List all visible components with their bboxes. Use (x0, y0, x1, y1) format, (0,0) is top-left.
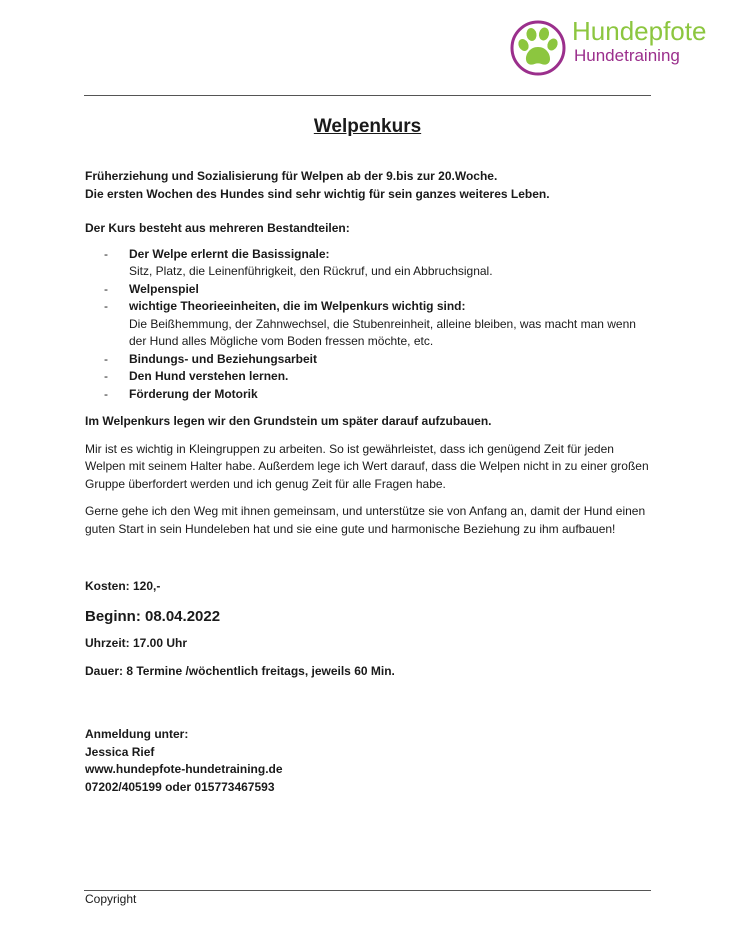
list-item-detail: Die Beißhemmung, der Zahnwechsel, die Stubenreinheit, alleine bleiben, was macht man wenn der Hund alles Mögliche vom Boden fressen möchte, etc. (129, 316, 636, 348)
page-title: Welpenkurs (313, 116, 422, 137)
bullet-dash: - (104, 246, 108, 261)
duration-line: Dauer: 8 Termine /wöchentlich freitags, jeweils 60 Min. (85, 663, 395, 678)
bullet-dash: - (104, 281, 108, 296)
list-item (85, 298, 655, 351)
time-line: Uhrzeit: 17.00 Uhr (85, 636, 188, 650)
bullet-dash: - (104, 299, 108, 313)
footer-copyright: Copyright (85, 892, 137, 906)
bullet-dash: - (104, 386, 108, 401)
intro-line-1: Früherziehung und Sozialisierung für Welpen ab der 9.bis zur 20.Woche. (85, 169, 498, 183)
list-item-title: Den Hund verstehen lernen. (129, 369, 289, 383)
list-item-title: wichtige Theorieeinheiten, die im Welpenkurs wichtig sind: (129, 299, 466, 313)
registration-heading: Anmeldung unter: (85, 727, 189, 741)
document-body (85, 168, 655, 796)
start-date: Beginn: 08.04.2022 (85, 607, 221, 625)
contact-phone: 07202/405199 oder 015773467593 (85, 779, 275, 794)
contact-website: www.hundepfote-hundetraining.de (85, 762, 283, 776)
logo-name: Hundepfote (572, 16, 707, 46)
paw-icon (510, 20, 566, 76)
list-item (85, 351, 655, 369)
logo-subtitle: Hundetraining (574, 46, 680, 65)
list-item-title: Förderung der Motorik (129, 386, 258, 401)
list-item (85, 368, 655, 386)
company-logo (510, 16, 725, 78)
list-item-title: Welpenspiel (129, 281, 199, 296)
foundation-statement: Im Welpenkurs legen wir den Grundstein um später darauf aufzubauen. (85, 414, 492, 428)
paragraph-support: Gerne gehe ich den Weg mit ihnen gemeinsam, und unterstütze sie von Anfang an, damit der Hund einen guten Start in sein Hundeleben hat und sie eine gute und harmonische Beziehung zu ihm aufbauen! (85, 504, 646, 536)
list-item (85, 281, 655, 299)
footer-divider (84, 890, 651, 891)
list-item (85, 386, 655, 404)
list-item-title: Der Welpe erlernt die Basissignale: (129, 246, 330, 261)
list-item-detail: Sitz, Platz, die Leinenführigkeit, den Rückruf, und ein Abbruchsignal. (129, 264, 493, 278)
intro-line-2: Die ersten Wochen des Hundes sind sehr wichtig für sein ganzes weiteres Leben. (85, 186, 550, 201)
contact-name: Jessica Rief (85, 744, 155, 759)
component-list (85, 246, 655, 404)
list-item-title: Bindungs- und Beziehungsarbeit (129, 351, 317, 366)
header-divider (84, 95, 651, 96)
paragraph-small-groups: Mir ist es wichtig in Kleingruppen zu arbeiten. So ist gewährleistet, dass ich genügend Zeit für jeden Welpen mit seinem Halter habe. Außerdem lege ich Wert darauf, dass die Welpen nicht in zu einer großen Gruppe überfordert werden und ich genug Zeit für alle Fragen habe. (85, 441, 649, 491)
price-line: Kosten: 120,- (85, 579, 161, 593)
bullet-dash: - (104, 369, 108, 383)
bullet-dash: - (104, 351, 108, 366)
list-item (85, 246, 655, 281)
course-heading: Der Kurs besteht aus mehreren Bestandteilen: (85, 221, 350, 235)
